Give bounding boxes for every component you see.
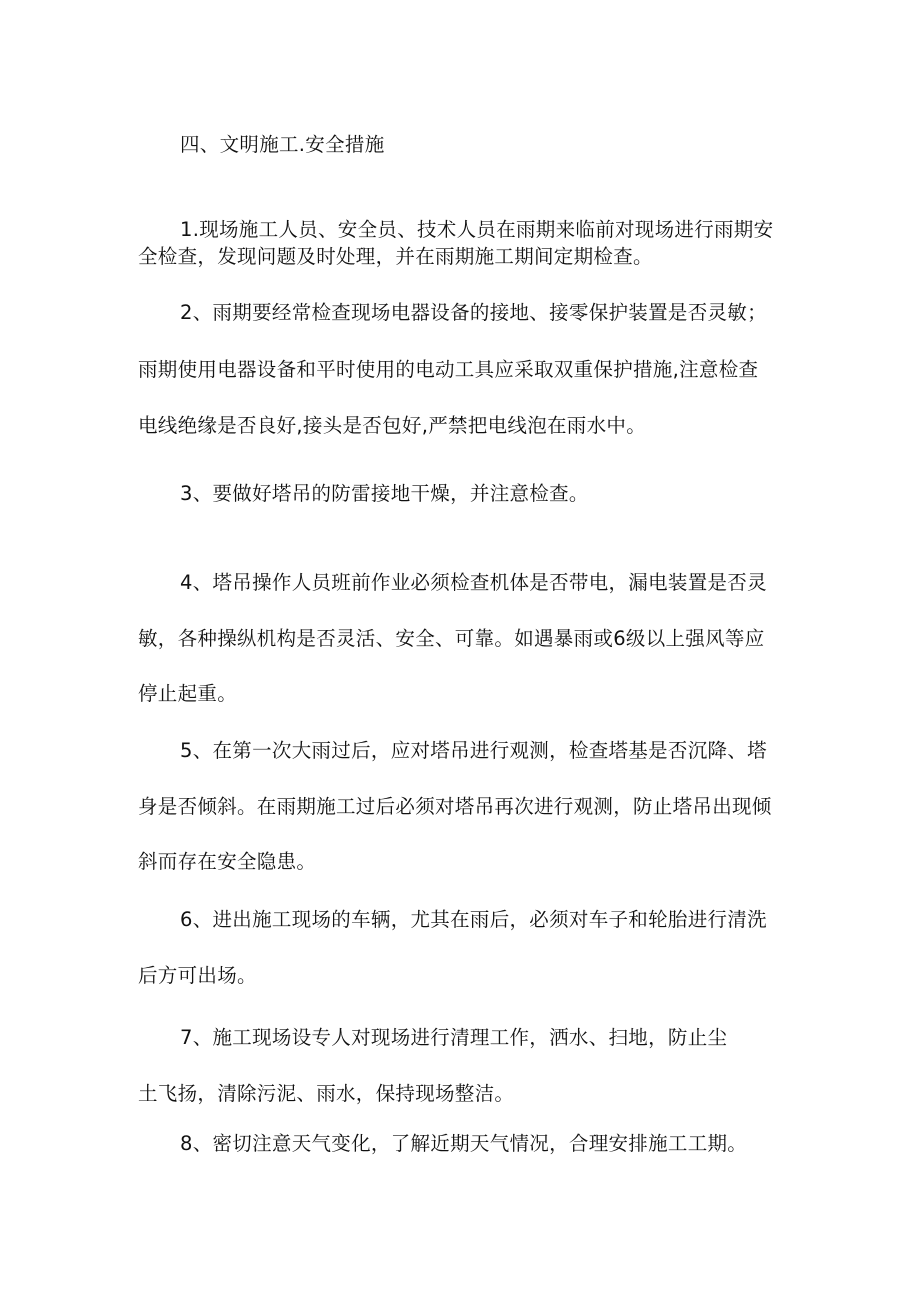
paragraph-line: 后方可出场。 — [138, 964, 257, 987]
paragraph-line: 1.现场施工人员、安全员、技术人员在雨期来临前对现场进行雨期安 — [180, 218, 774, 241]
paragraph-line: 4、塔吊操作人员班前作业必须检查机体是否带电，漏电装置是否灵 — [180, 571, 767, 594]
paragraph-line: 7、施工现场设专人对现场进行清理工作，洒水、扫地，防止尘 — [180, 1026, 728, 1049]
paragraph-line: 停止起重。 — [138, 682, 238, 705]
paragraph-line: 土飞扬，清除污泥、雨水，保持现场整洁。 — [138, 1082, 515, 1105]
paragraph-line: 6、进出施工现场的车辆，尤其在雨后，必须对车子和轮胎进行清洗 — [180, 908, 767, 931]
paragraph-line: 全检查，发现问题及时处理，并在雨期施工期间定期检查。 — [138, 245, 653, 268]
paragraph-line: 雨期使用电器设备和平时使用的电动工具应采取双重保护措施,注意检查 — [138, 358, 759, 381]
paragraph-line: 电线绝缘是否良好,接头是否包好,严禁把电线泡在雨水中。 — [138, 414, 646, 437]
paragraph-line: 5、在第一次大雨过后，应对塔吊进行观测，检查塔基是否沉降、塔 — [180, 739, 767, 762]
paragraph-line: 斜而存在安全隐患。 — [138, 850, 317, 873]
paragraph-line: 3、要做好塔吊的防雷接地干燥，并注意检查。 — [180, 482, 589, 505]
section-title: 四、文明施工.安全措施 — [180, 133, 385, 156]
paragraph-line: 8、密切注意天气变化，了解近期天气情况，合理安排施工工期。 — [180, 1132, 748, 1155]
paragraph-line: 身是否倾斜。在雨期施工过后必须对塔吊再次进行观测，防止塔吊出现倾 — [138, 795, 772, 818]
paragraph-line: 2、雨期要经常检查现场电器设备的接地、接零保护装置是否灵敏； — [180, 301, 767, 324]
paragraph-line: 敏，各种操纵机构是否灵活、安全、可靠。如遇暴雨或6级以上强风等应 — [138, 627, 765, 650]
